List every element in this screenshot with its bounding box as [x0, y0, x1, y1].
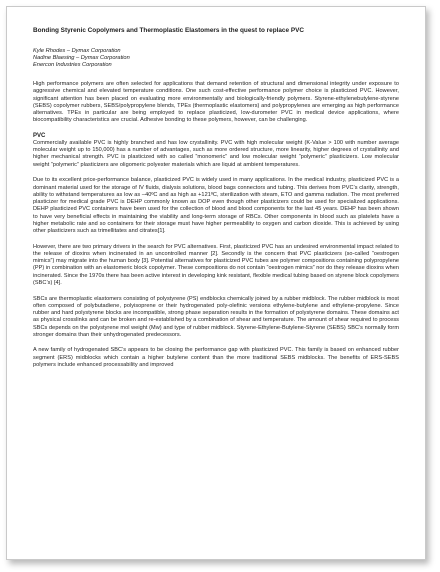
author-list [33, 48, 399, 69]
author-line: Kyle Rhodes – Dymax Corporation [33, 48, 121, 54]
document-page [6, 6, 426, 560]
document-title: Bonding Styrenic Copolymers and Thermoplastic Elastomers in the quest to replace PVC [33, 27, 304, 34]
author-line: Enercon Industries Corporation [33, 62, 112, 68]
body-paragraph: A new family of hydrogenated SBC’s appears to be closing the performance gap with plasticized PVC. This family is based on enhanced rubber segment (ERS) midblocks which contain a higher butylene content than the more traditional SEBS midblocks. The benefits of ERS-SEBS polymers include enhanced processability and improved [33, 347, 399, 368]
body-paragraph: Due to its excellent price-performance balance, plasticized PVC is widely used in many applications. In the medical industry, plasticized PVC is a dominant material used for the storage of IV fluids, dialysis solutions, blood bags connectors and tubing. This derives from PVC’s clarity, strength, ability to withstand temperatures as low as –40ºC and as high as +121ºC, sterilization with steam, ETO and gamma radiation. The most preferred plasticizer for medical grade PVC is DEHP commonly known as DOP even though other plasticizers could be used for specialized applications. DEHP plasticized PVC containers have been used for the collection of blood and blood components for the last 45 years. DEHP has been shown to have very beneficial effects in maintaining the viability and long-term storage of RBCs. Other components in blood such as platelets have a higher metabolic rate and so containers for their storage must have higher permeability to oxygen and carbon dioxide. This is achieved by using other plasticizers such as trimellitates and citrates[1]. [33, 177, 399, 235]
author-line: Nadine Blaesing – Dymax Corporation [33, 55, 130, 61]
body-paragraph: However, there are two primary drivers in the search for PVC alternatives. First, plasticized PVC has an undesired environmental impact related to the release of dioxins when incinerated in an uncontrolled manner [2]. Secondly is the concern that PVC plasticizers (so-called “oestrogen mimics”) may migrate into the human body [3]. Potential alternatives for plasticized PVC tubes are polymer compositions containing polypropylene (PP) in combination with an elastomeric block copolymer. These compositions do not contain “oestrogen mimics” nor do they release dioxins when incinerated. Since the 1970s there has been active interest in developing kink resistant, flexible medical tubing based on styrene block copolymers (SBC’s) [4]. [33, 243, 399, 286]
document-body [33, 27, 399, 378]
section-heading-pvc: PVC [33, 132, 46, 139]
intro-paragraph: High performance polymers are often selected for applications that demand retention of structural and dimensional integrity under exposure to aggressive chemical and elevated temperature conditions. One such cost-effective performance polymer choice is plasticized PVC. However, significant attention has been placed on evaluating more environmentally and biologically-friendly polymers. Styrene-ethylenebutylene-styrene (SEBS) copolymer rubbers, SEBS/polypropylene blends, TPEs (thermoplastic elastomers) and polypropylenes are emerging as high performance alternatives. TPEs in particular are being employed to replace plasticized, low-durometer PVC in medical device applications, where biocompatibility characteristics are crucial. Adhesive bonding to these polymers, however, can be challenging. [33, 81, 399, 124]
body-paragraph: SBCs are thermoplastic elastomers consisting of polystyrene (PS) endblocks chemically joined by a rubber midblock. The rubber midblock is most often composed of polybutadiene, polyisoprene or their hydrogenated poly-olefinic versions ethylene-butylene and ethylene-propylene. Since rubber and hard polystyrene blocks are incompatible, strong phase separation results in the formation of polystyrene domains. These domains act as physical crosslinks and can be broken and re-established by a combination of shear and temperature. The amount of shear required to process SBCs depends on the polystyrene mol weight (Mw) and type of rubber midblock. Styrene-Ethylene-Butylene-Styrene (SEBS) SBC’s normally form stronger domains than their unhydrogenated predecessors. [33, 295, 399, 338]
body-paragraph: Commercially available PVC is highly branched and has low crystallinity. PVC with high molecular weight (K-Value > 100 with number average molecular weight up to 150,000) has a number of advantages, such as more ordered structure, more linearity, higher degrees of crystallinity and higher mechanical strength. PVC is plasticized with so called “monomeric” and low molecular weight “polymeric” plasticizers. Low molecular weight “polymeric” plasticizers are oligomeric polyester materials which are liquid at ambient temperatures. [33, 139, 399, 168]
